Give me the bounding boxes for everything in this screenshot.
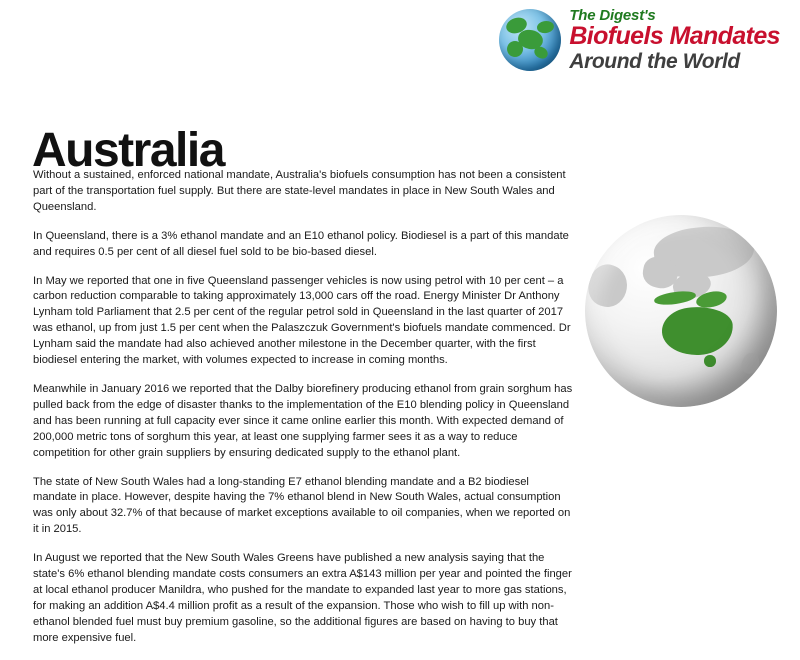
page-title: Australia — [32, 124, 224, 178]
logo-line-title: Biofuels Mandates — [569, 22, 780, 50]
body-paragraph: In Queensland, there is a 3% ethanol mandate and an E10 ethanol policy. Biodiesel is a part of this mandate and requires 0.5 per cent of all diesel fuel sold to be bio-based diesel. — [33, 229, 569, 258]
body-paragraph: The state of New South Wales had a long-standing E7 ethanol blending mandate and a B2 biodiesel mandate in place. However, despite having the 7% ethanol blend in New South Wales, actual consumption was only about 32.7% of that because of market exceptions available to oil companies, when we reported on it in 2015. — [33, 475, 571, 536]
logo-text-block — [569, 8, 780, 72]
globe-australia-illustration — [585, 215, 777, 407]
body-paragraph: In May we reported that one in five Queensland passenger vehicles is now using petrol with 10 per cent – a carbon reduction comparable to taking approximately 13,000 cars off the road. Energy Minister Dr Anthony Lynham told Parliament that 2.5 per cent of the regular petrol sold in Queensland in the last quarter of 2017 was ethanol, up from just 1.5 per cent when the Palaszczuk Government's biofuels mandate commenced. Dr Lynham said the mandate had also achieved another milestone in the December quarter, with the first biodiesel entering the market, with volumes expected to increase in coming months. — [33, 274, 571, 367]
report-logo-header — [499, 8, 780, 72]
globe-icon — [499, 9, 561, 71]
article-body — [33, 168, 573, 660]
logo-line-subtitle: Around the World — [569, 50, 740, 73]
body-paragraph: In August we reported that the New South Wales Greens have published a new analysis saying that the state's 6% ethanol blending mandate costs consumers an extra A$143 million per year and pointed the finger at local ethanol producer Manildra, who pushed for the mandate to expanded last year to more gas stations, for making an addition A$4.4 million profit as a result of the expansion. Those who wish to fill up with non-ethanol blended fuel must buy premium gasoline, so the additional figures are based on having to buy that more expensive fuel. — [33, 552, 572, 644]
body-paragraph: Without a sustained, enforced national mandate, Australia's biofuels consumption has not been a consistent part of the transportation fuel supply. But there are state-level mandates in place in New South Wales and Queensland. — [33, 169, 566, 213]
logo-line-publisher: The Digest's — [569, 7, 656, 24]
body-paragraph: Meanwhile in January 2016 we reported that the Dalby biorefinery producing ethanol from grain sorghum has pulled back from the edge of disaster thanks to the implementation of the E10 blending policy in Queensland and has been running at full capacity ever since it came online earlier this month. With expected demand of 200,000 metric tons of sorghum this year, at least one supplying farmer sees it as a way to reduce competition for other grain suppliers by ensuring dedicated supply to the ethanol plant. — [33, 382, 573, 459]
